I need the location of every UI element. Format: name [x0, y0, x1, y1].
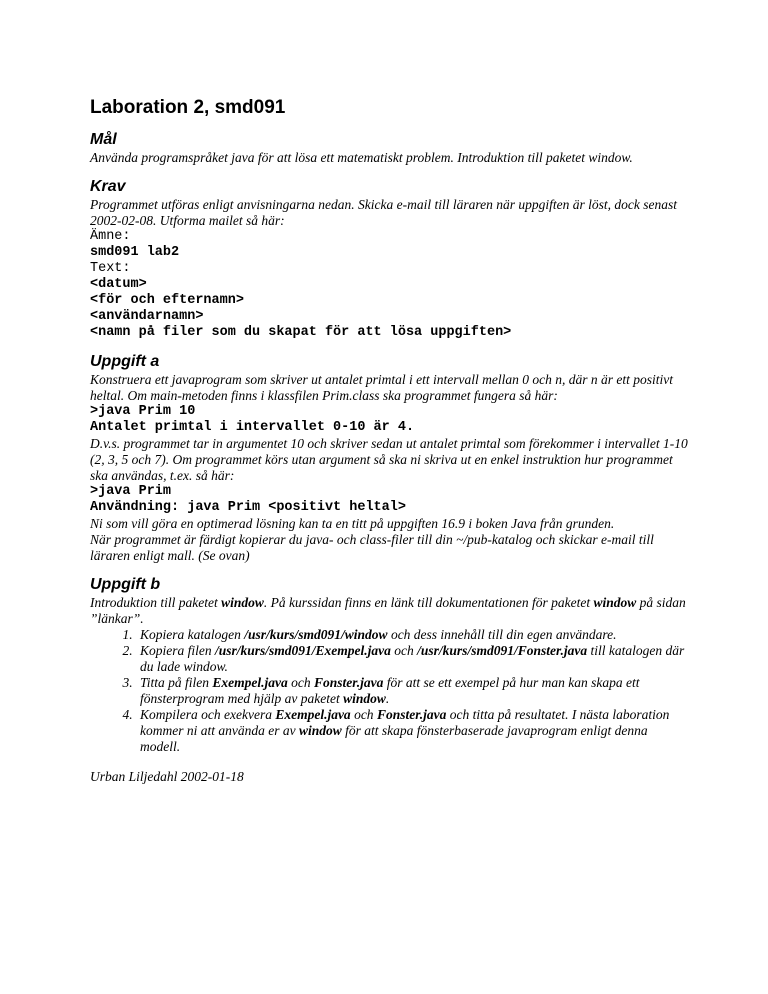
list-item: 1. Kopiera katalogen /usr/kurs/smd091/window och dess innehåll till din egen användare.	[136, 627, 690, 643]
mal-text: Använda programspråket java för att lösa ett matematiskt problem. Introduktion till paketet window.	[90, 150, 633, 165]
example2-output: Användning: java Prim <positivt heltal>	[90, 500, 406, 515]
uppgift-a-intro: Konstruera ett javaprogram som skriver ut antalet primtal i ett intervall mellan 0 och n, där n är ett positivt heltal. Om main-metoden finns i klassfilen Prim.class ska programmet fungera så här:	[90, 372, 673, 403]
uppgift-a-tip: Ni som vill göra en optimerad lösning kan ta en titt på uppgiften 16.9 i boken Java från grunden.	[90, 516, 615, 531]
mail-line-files: <namn på filer som du skapat för att lösa uppgiften>	[90, 325, 512, 340]
uppgift-a-submit: När programmet är färdigt kopierar du java- och class-filer till din ~/pub-katalog och skickar e-mail till läraren enligt mall. (Se ovan)	[90, 532, 654, 563]
example1-output: Antalet primtal i intervallet 0-10 är 4.	[90, 420, 415, 435]
mal-heading: Mål	[90, 131, 117, 148]
text-label: Text:	[90, 261, 131, 276]
example2-command: >java Prim	[90, 484, 172, 499]
uppgift-b-steps	[90, 627, 690, 755]
subject-value: smd091 lab2	[90, 245, 180, 260]
krav-heading: Krav	[90, 178, 126, 195]
uppgift-a-heading: Uppgift a	[90, 353, 160, 370]
mail-line-username: <användarnamn>	[90, 309, 204, 324]
page-title: Laboration 2, smd091	[90, 97, 286, 118]
list-item: 3. Titta på filen Exempel.java och Fonster.java för att se ett exempel på hur man kan skapa ett fönsterprogram med hjälp av paketet window.	[136, 675, 690, 707]
subject-label: Ämne:	[90, 229, 131, 244]
uppgift-b-intro: Introduktion till paketet window. På kurssidan finns en länk till dokumentationen för paketet window på sidan ”länkar”.	[90, 595, 686, 626]
uppgift-b-heading: Uppgift b	[90, 576, 161, 593]
footer-signature: Urban Liljedahl 2002-01-18	[90, 769, 244, 784]
mail-line-name: <för och efternamn>	[90, 293, 244, 308]
krav-text: Programmet utföras enligt anvisningarna nedan. Skicka e-mail till läraren när uppgiften är löst, dock senast 2002-02-08. Utforma mailet så här:	[90, 197, 677, 228]
example1-command: >java Prim 10	[90, 404, 196, 419]
mail-line-datum: <datum>	[90, 277, 147, 292]
uppgift-a-explanation: D.v.s. programmet tar in argumentet 10 och skriver sedan ut antalet primtal som förekommer i intervallet 1-10 (2, 3, 5 och 7). Om programmet körs utan argument så ska ni skriva ut en enkel instruktion hur programmet ska användas, t.ex. så här:	[90, 436, 688, 483]
document-page	[90, 96, 690, 785]
list-item: 2. Kopiera filen /usr/kurs/smd091/Exempel.java och /usr/kurs/smd091/Fonster.java till katalogen där du lade window.	[136, 643, 690, 675]
list-item: 4. Kompilera och exekvera Exempel.java och Fonster.java och titta på resultatet. I nästa laboration kommer ni att använda er av window för att skapa fönsterbaserade javaprogram enligt denna modell.	[136, 707, 690, 755]
